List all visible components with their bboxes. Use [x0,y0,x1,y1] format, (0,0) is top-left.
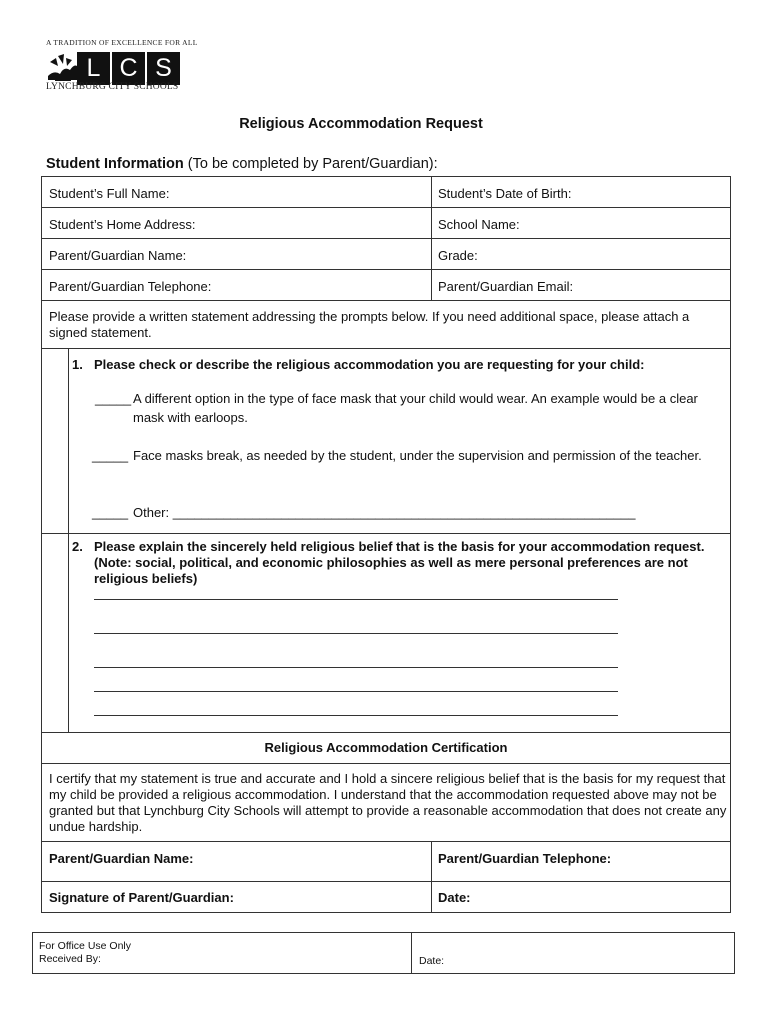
question-1-text: Please check or describe the religious accommodation you are requesting for your child: [94,357,645,372]
signature-label: Signature of Parent/Guardian: [49,890,234,905]
option-other-text[interactable]: Other: ________________________________________________________________ [133,505,636,520]
answer-line[interactable] [94,599,618,600]
option-other-blank[interactable]: _____ [92,505,129,520]
received-by-label: Received By: [39,953,101,965]
student-info-heading-note: (To be completed by Parent/Guardian): [183,156,438,172]
answer-line[interactable] [94,715,618,716]
signature-date-label: Date: [438,890,471,905]
instructions-text: Please provide a written statement addressing the prompts below. If you need additional space, please attach a signed statement. [49,309,690,340]
question-2-text: Please explain the sincerely held religious belief that is the basis for your accommodation request. (Note: social, political, and economic philosophies as well as mere personal preferences are not religious beliefs) [94,539,705,586]
student-info-heading-bold: Student Information [46,156,184,172]
option-mask-type-blank[interactable]: _____ [95,391,132,406]
cert-parent-telephone-label: Parent/Guardian Telephone: [438,851,612,866]
student-home-address-label: Student’s Home Address: [49,217,196,232]
certification-statement: I certify that my statement is true and accurate and I hold a sincere religious belief that is the basis for my request that my child be provided a religious accommodation. I understand that the accommodation requested above may not be granted but that Lynchburg City Schools will attempt to provide a reasonable accommodation that does not create any undue hardship. [49,771,727,834]
office-date-label: Date: [419,955,445,967]
option-mask-break-text: Face masks break, as needed by the student, under the supervision and permission of the teacher. [133,448,702,463]
option-mask-type-text: A different option in the type of face mask that your child would wear. An example would be a clear mask with earloops. [133,391,698,425]
school-name-label: School Name: [438,217,520,232]
question-1-number: 1. [72,357,83,372]
school-logo [46,52,173,85]
question-2-number: 2. [72,539,83,554]
request-form-table [41,176,731,913]
logo-letter-s: S [147,52,180,85]
student-dob-label: Student’s Date of Birth: [438,186,572,201]
parent-guardian-name-label: Parent/Guardian Name: [49,248,187,263]
office-use-box [32,932,735,974]
parent-guardian-telephone-label: Parent/Guardian Telephone: [49,279,212,294]
logo-letter-l: L [77,52,110,85]
answer-line[interactable] [94,691,618,692]
document-title: Religious Accommodation Request [239,116,483,132]
office-use-label: For Office Use Only [39,940,131,952]
certification-heading: Religious Accommodation Certification [264,740,508,755]
cert-parent-name-label: Parent/Guardian Name: [49,851,194,866]
logo-letter-c: C [112,52,145,85]
answer-line[interactable] [94,667,618,668]
option-mask-break-blank[interactable]: _____ [92,448,129,463]
logo-tagline: A TRADITION OF EXCELLENCE FOR ALL [46,38,198,47]
torch-emblem-icon [46,52,79,85]
grade-label: Grade: [438,248,478,263]
logo-school-name: LYNCHBURG CITY SCHOOLS [46,82,179,92]
student-info-heading [46,156,438,172]
student-full-name-label: Student’s Full Name: [49,186,170,201]
answer-line[interactable] [94,633,618,634]
parent-guardian-email-label: Parent/Guardian Email: [438,279,574,294]
